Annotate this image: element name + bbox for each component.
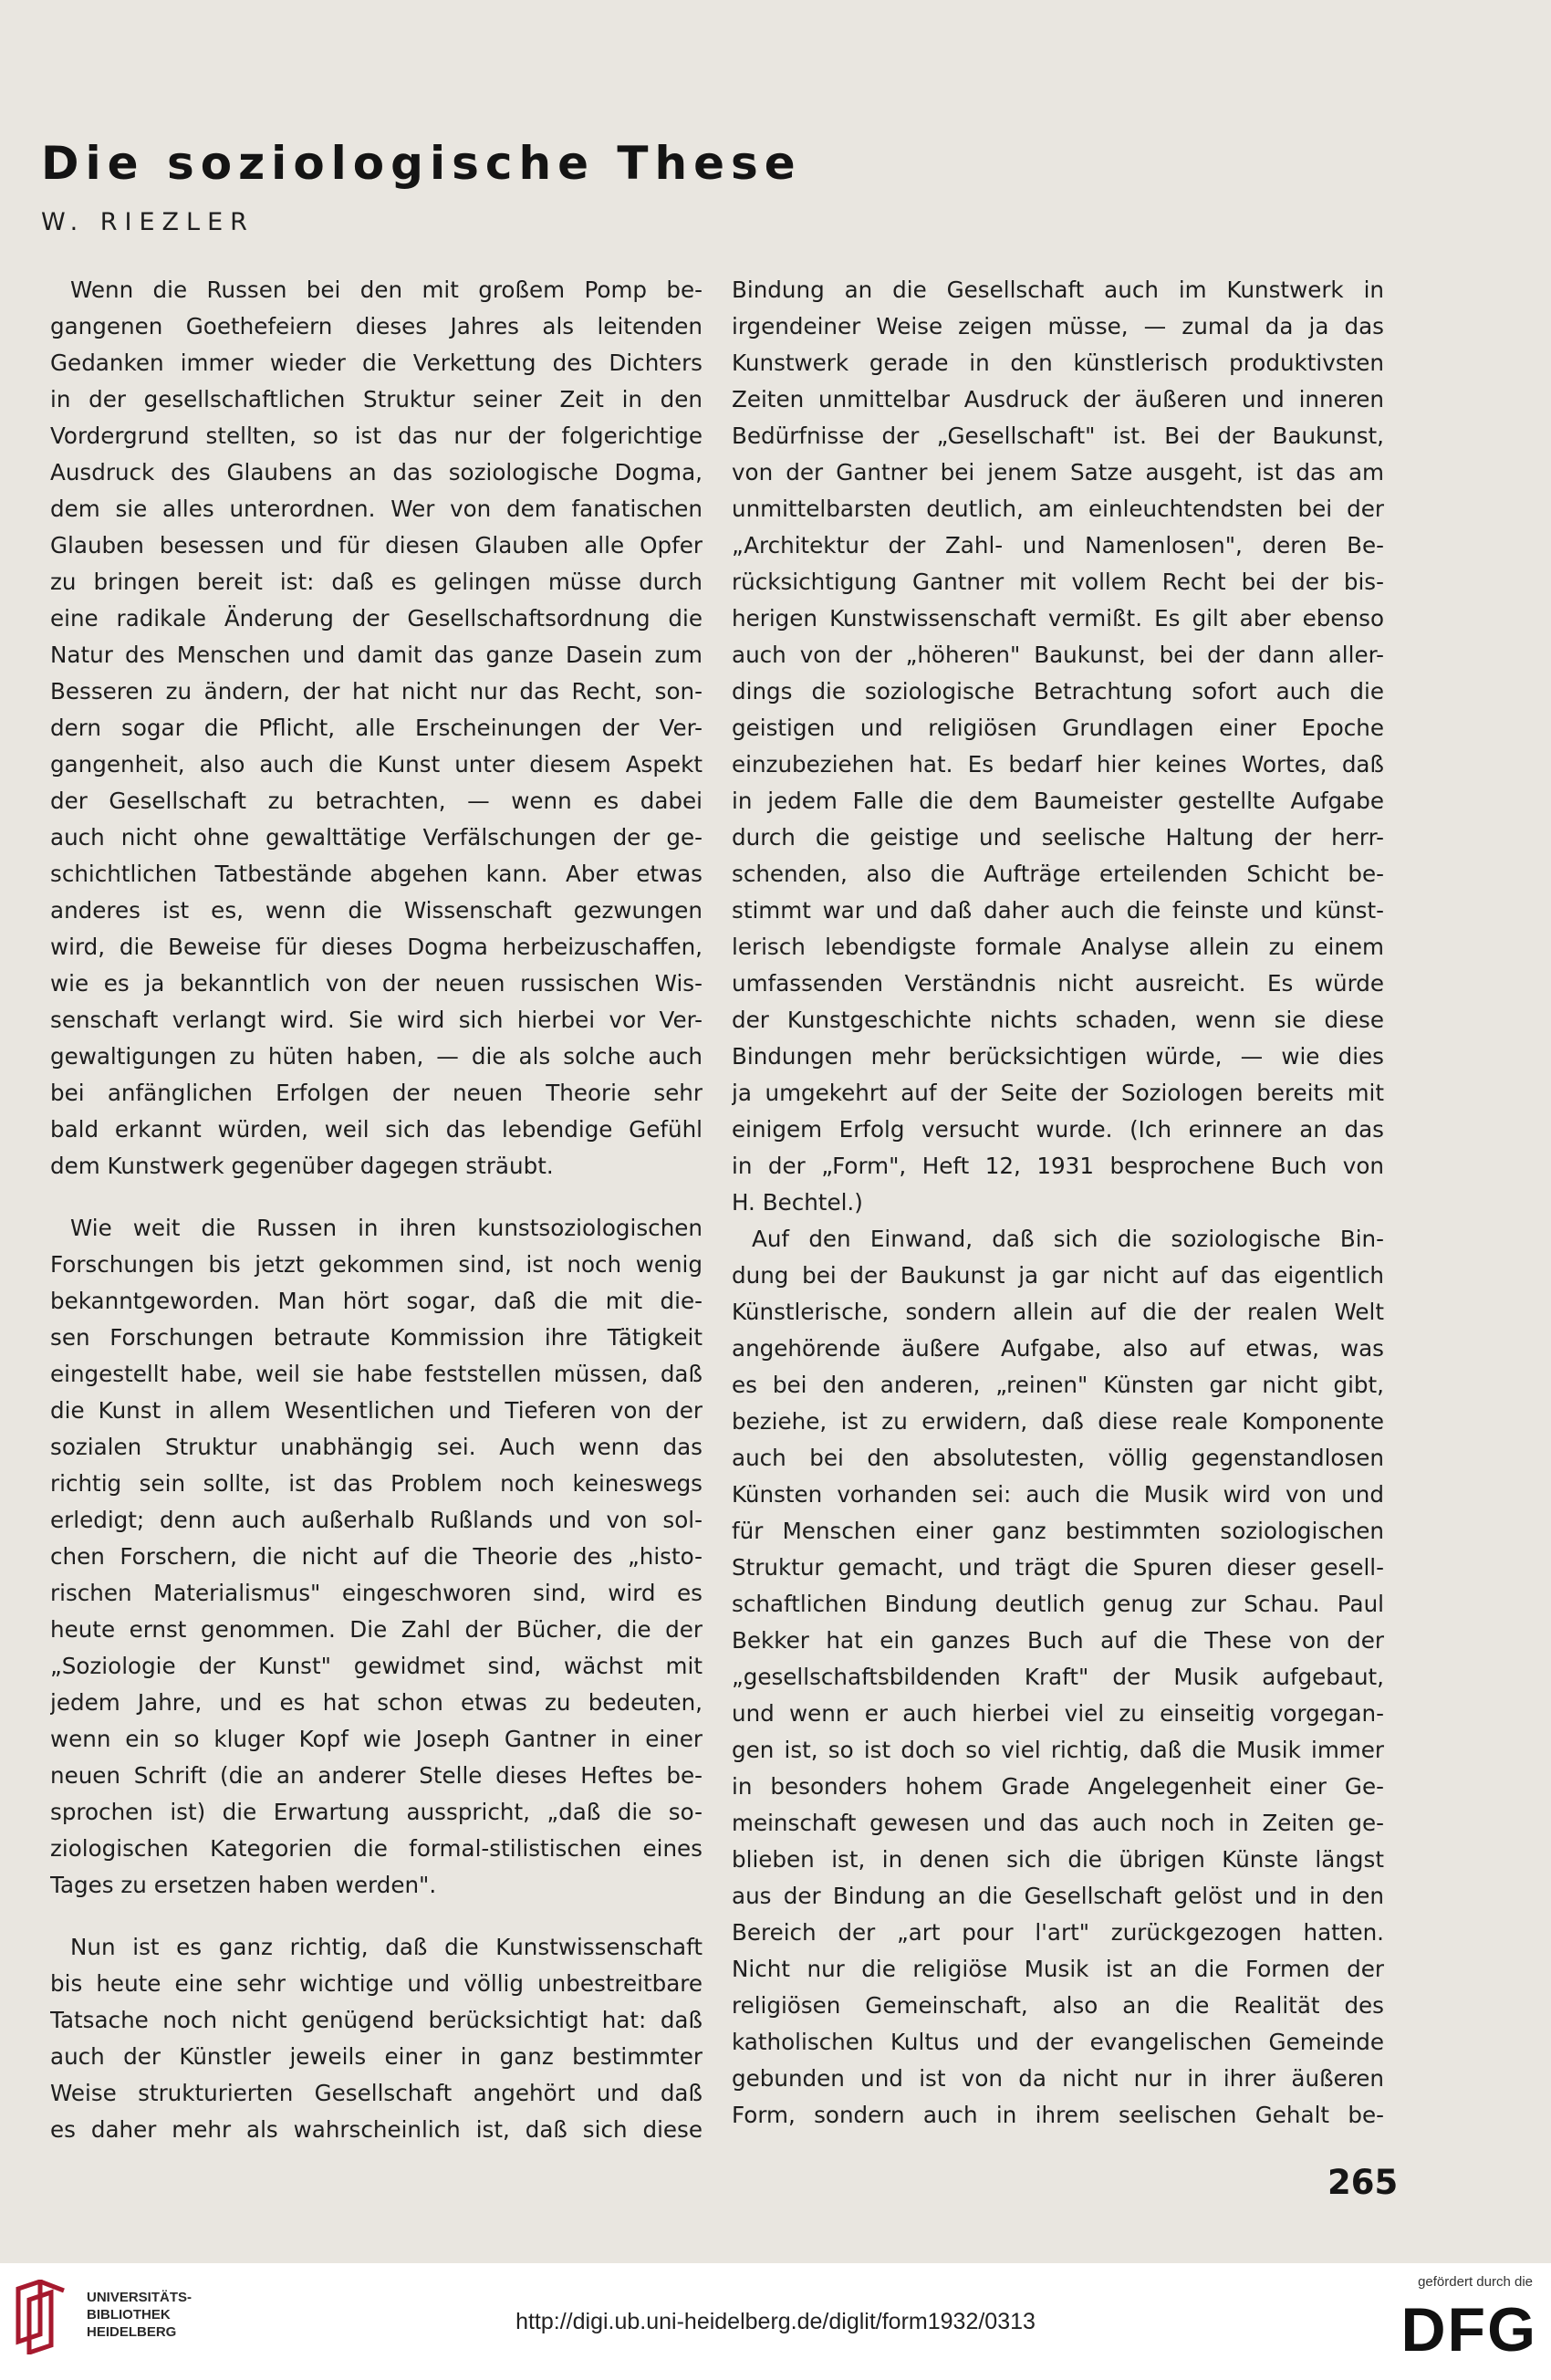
- text-line: in besonders hohem Grade Angelegenheit einer Ge-: [732, 1773, 1384, 1800]
- text-line: rücksichtigung Gantner mit vollem Recht bei der bis-: [732, 569, 1384, 595]
- text-line: Glauben besessen und für diesen Glauben alle Opfer: [50, 532, 703, 558]
- article-author: W. RIEZLER: [41, 208, 255, 236]
- library-name-line: UNIVERSITÄTS-: [87, 2290, 193, 2305]
- text-line: zu bringen bereit ist: daß es gelingen müsse durch: [50, 569, 703, 595]
- text-line: gangenheit, also auch die Kunst unter diesem Aspekt: [50, 751, 703, 778]
- right-text-column: [732, 272, 1384, 2134]
- dfg-logo: DFG: [1400, 2295, 1537, 2364]
- text-line: gewaltigungen zu hüten haben, — die als solche auch: [50, 1043, 703, 1070]
- text-line: gangenen Goethefeiern dieses Jahres als leitenden: [50, 313, 703, 339]
- text-line: auch nicht ohne gewalttätige Verfälschungen der ge-: [50, 824, 703, 851]
- text-line: schaftlichen Bindung deutlich genug zur Schau. Paul: [732, 1591, 1384, 1617]
- text-line: neuen Schrift (die an anderer Stelle dieses Heftes be-: [50, 1762, 703, 1789]
- text-line: Form, sondern auch in ihrem seelischen Gehalt be-: [732, 2102, 1384, 2128]
- text-line: irgendeiner Weise zeigen müsse, — zumal da ja das: [732, 313, 1384, 339]
- library-name-line: HEIDELBERG: [87, 2324, 177, 2340]
- text-line: Natur des Menschen und damit das ganze Dasein zum: [50, 642, 703, 668]
- text-line: „Soziologie der Kunst" gewidmet sind, wächst mit: [50, 1653, 703, 1679]
- text-line: wie es ja bekanntlich von der neuen russischen Wis-: [50, 970, 703, 997]
- text-line: erledigt; denn auch außerhalb Rußlands und von sol-: [50, 1507, 703, 1533]
- permalink-url[interactable]: http://digi.ub.uni-heidelberg.de/diglit/form1932/0313: [515, 2309, 1036, 2334]
- library-name: [87, 2289, 192, 2341]
- text-line: Bindungen mehr berücksichtigen würde, — wie dies: [732, 1043, 1384, 1070]
- text-line: jedem Jahre, und es hat schon etwas zu bedeuten,: [50, 1689, 703, 1716]
- text-line: wird, die Beweise für dieses Dogma herbeizuschaffen,: [50, 934, 703, 960]
- text-line: dings die soziologische Betrachtung sofort auch die: [732, 678, 1384, 705]
- text-line: der Kunstgeschichte nichts schaden, wenn sie diese: [732, 1007, 1384, 1033]
- text-line: ziologischen Kategorien die formal-stilistischen eines: [50, 1835, 703, 1862]
- text-line: chen Forschern, die nicht auf die Theorie des „histo-: [50, 1543, 703, 1570]
- text-line: herigen Kunstwissenschaft vermißt. Es gilt aber ebenso: [732, 605, 1384, 632]
- text-line: in der „Form", Heft 12, 1931 besprochene Buch von: [732, 1153, 1384, 1179]
- text-line: bald erkannt würden, weil sich das lebendige Gefühl: [50, 1116, 703, 1143]
- text-line: wenn ein so kluger Kopf wie Joseph Gantner in einer: [50, 1726, 703, 1752]
- text-line: die Kunst in allem Wesentlichen und Tieferen von der: [50, 1397, 703, 1424]
- text-line: bekanntgeworden. Man hört sogar, daß die mit die-: [50, 1288, 703, 1314]
- text-line: Künsten vorhanden sei: auch die Musik wird von und: [732, 1481, 1384, 1508]
- text-line: einigem Erfolg versucht wurde. (Ich erinnere an das: [732, 1116, 1384, 1143]
- text-line: Nun ist es ganz richtig, daß die Kunstwissenschaft: [70, 1934, 703, 1960]
- library-name-line: BIBLIOTHEK: [87, 2307, 171, 2323]
- text-line: blieben ist, in denen sich die übrigen Künste längst: [732, 1846, 1384, 1873]
- text-line: „Architektur der Zahl- und Namenlosen", deren Be-: [732, 532, 1384, 558]
- text-line: in der gesellschaftlichen Struktur seiner Zeit in den: [50, 386, 703, 412]
- text-line: der Gesellschaft zu betrachten, — wenn es dabei: [50, 788, 703, 814]
- text-line: „gesellschaftsbildenden Kraft" der Musik aufgebaut,: [732, 1664, 1384, 1690]
- text-line: ja umgekehrt auf der Seite der Soziologen bereits mit: [732, 1080, 1384, 1106]
- text-line: es bei den anderen, „reinen" Künsten gar nicht gibt,: [732, 1372, 1384, 1398]
- text-line: unmittelbarsten deutlich, am einleuchtendsten bei der: [732, 496, 1384, 522]
- text-line: dung bei der Baukunst ja gar nicht auf das eigentlich: [732, 1262, 1384, 1289]
- article-title: Die soziologische These: [41, 137, 802, 190]
- text-line: religiösen Gemeinschaft, also an die Realität des: [732, 1992, 1384, 2019]
- text-line: Ausdruck des Glaubens an das soziologische Dogma,: [50, 459, 703, 485]
- text-line: Bindung an die Gesellschaft auch im Kunstwerk in: [732, 277, 1384, 303]
- text-line: und wenn er auch hierbei viel zu einseitig vorgegan-: [732, 1700, 1384, 1727]
- text-line: auch bei den absolutesten, völlig gegenstandlosen: [732, 1445, 1384, 1471]
- text-line: Künstlerische, sondern allein auf die der realen Welt: [732, 1299, 1384, 1325]
- text-line: sprochen ist) die Erwartung ausspricht, „daß die so-: [50, 1799, 703, 1825]
- text-line: Weise strukturierten Gesellschaft angehört und daß: [50, 2080, 703, 2106]
- text-line: einzubeziehen hat. Es bedarf hier keines Wortes, daß: [732, 751, 1384, 778]
- text-line: stimmt war und daß daher auch die feinste und künst-: [732, 897, 1384, 924]
- text-line: anderes ist es, wenn die Wissenschaft gezwungen: [50, 897, 703, 924]
- text-line: Kunstwerk gerade in den künstlerisch produktivsten: [732, 350, 1384, 376]
- text-line: sen Forschungen betraute Kommission ihre Tätigkeit: [50, 1324, 703, 1351]
- text-line: Wenn die Russen bei den mit großem Pomp be-: [70, 277, 703, 303]
- paragraph-gap: [50, 1904, 703, 1929]
- text-line: lerisch lebendigste formale Analyse allein zu einem: [732, 934, 1384, 960]
- text-line: für Menschen einer ganz bestimmten soziologischen: [732, 1518, 1384, 1544]
- text-line: umfassenden Verständnis nicht ausreicht. Es würde: [732, 970, 1384, 997]
- text-line: geistigen und religiösen Grundlagen einer Epoche: [732, 715, 1384, 741]
- text-line: senschaft verlangt wird. Sie wird sich hierbei vor Ver-: [50, 1007, 703, 1033]
- text-line: meinschaft gewesen und das auch noch in Zeiten ge-: [732, 1810, 1384, 1836]
- text-line: rischen Materialismus" eingeschworen sind, wird es: [50, 1580, 703, 1606]
- text-line: bis heute eine sehr wichtige und völlig unbestreitbare: [50, 1970, 703, 1997]
- page-number: 265: [1327, 2163, 1399, 2202]
- text-line: bei anfänglichen Erfolgen der neuen Theorie sehr: [50, 1080, 703, 1106]
- text-line: Forschungen bis jetzt gekommen sind, ist noch wenig: [50, 1251, 703, 1278]
- text-line: Tages zu ersetzen haben werden".: [50, 1872, 437, 1898]
- text-line: Gedanken immer wieder die Verkettung des Dichters: [50, 350, 703, 376]
- text-line: sozialen Struktur unabhängig sei. Auch wenn das: [50, 1434, 703, 1460]
- text-line: dem Kunstwerk gegenüber dagegen sträubt.: [50, 1153, 554, 1179]
- text-line: eingestellt habe, weil sie habe feststellen müssen, daß: [50, 1361, 703, 1387]
- text-line: Bedürfnisse der „Gesellschaft" ist. Bei der Baukunst,: [732, 423, 1384, 449]
- text-line: dem sie alles unterordnen. Wer von dem fanatischen: [50, 496, 703, 522]
- text-line: angehörende äußere Aufgabe, also auf etwas, was: [732, 1335, 1384, 1362]
- text-line: katholischen Kultus und der evangelischen Gemeinde: [732, 2029, 1384, 2055]
- text-line: gen ist, so ist doch so viel richtig, daß die Musik immer: [732, 1737, 1384, 1763]
- text-line: in jedem Falle die dem Baumeister gestellte Aufgabe: [732, 788, 1384, 814]
- text-line: es daher mehr als wahrscheinlich ist, daß sich diese: [50, 2116, 703, 2143]
- text-line: Vordergrund stellten, so ist das nur der folgerichtige: [50, 423, 703, 449]
- text-line: heute ernst genommen. Die Zahl der Bücher, die der: [50, 1616, 703, 1643]
- text-line: Struktur gemacht, und trägt die Spuren dieser gesell-: [732, 1554, 1384, 1581]
- text-line: Wie weit die Russen in ihren kunstsoziologischen: [70, 1215, 703, 1241]
- text-line: beziehe, ist zu erwidern, daß diese reale Komponente: [732, 1408, 1384, 1435]
- funded-by-label: gefördert durch die: [1418, 2274, 1533, 2290]
- text-line: Zeiten unmittelbar Ausdruck der äußeren und inneren: [732, 386, 1384, 412]
- text-line: H. Bechtel.): [732, 1189, 863, 1216]
- text-line: auch von der „höheren" Baukunst, bei der dann aller-: [732, 642, 1384, 668]
- text-line: Bekker hat ein ganzes Buch auf die These von der: [732, 1627, 1384, 1654]
- text-line: auch der Künstler jeweils einer in ganz bestimmter: [50, 2043, 703, 2070]
- left-text-column: [50, 272, 703, 2148]
- text-line: Auf den Einwand, daß sich die soziologische Bin-: [752, 1226, 1384, 1252]
- text-line: durch die geistige und seelische Haltung der herr-: [732, 824, 1384, 851]
- text-line: dern sogar die Pflicht, alle Erscheinungen der Ver-: [50, 715, 703, 741]
- text-line: aus der Bindung an die Gesellschaft gelöst und in den: [732, 1883, 1384, 1909]
- library-logo-icon: [13, 2280, 69, 2354]
- text-line: gebunden und ist von da nicht nur in ihrer äußeren: [732, 2065, 1384, 2092]
- text-line: Tatsache noch nicht genügend berücksichtigt hat: daß: [50, 2007, 703, 2033]
- paragraph-gap: [50, 1185, 703, 1210]
- text-line: Bereich der „art pour l'art" zurückgezogen hatten.: [732, 1919, 1384, 1946]
- text-line: schenden, also die Aufträge erteilenden Schicht be-: [732, 861, 1384, 887]
- text-line: von der Gantner bei jenem Satze ausgeht, ist das am: [732, 459, 1384, 485]
- text-line: Nicht nur die religiöse Musik ist an die Formen der: [732, 1956, 1384, 1982]
- text-line: Besseren zu ändern, der hat nicht nur das Recht, son-: [50, 678, 703, 705]
- text-line: eine radikale Änderung der Gesellschaftsordnung die: [50, 605, 703, 632]
- digitization-footer: [0, 2263, 1551, 2380]
- text-line: schichtlichen Tatbestände abgehen kann. Aber etwas: [50, 861, 703, 887]
- text-line: richtig sein sollte, ist das Problem noch keineswegs: [50, 1470, 703, 1497]
